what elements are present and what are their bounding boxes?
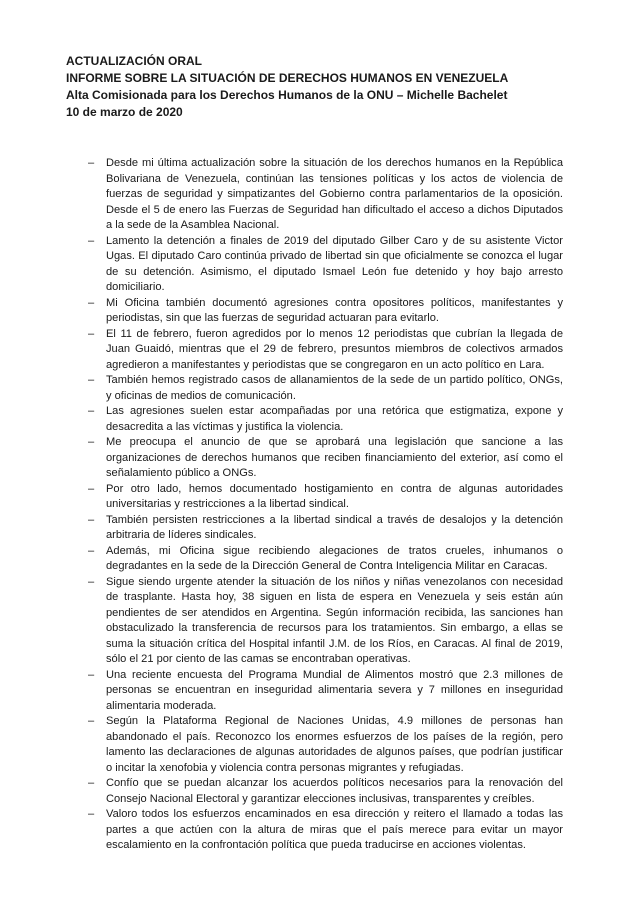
document-header	[66, 53, 566, 121]
list-item-text: Las agresiones suelen estar acompañadas por una retórica que estigmatiza, expone y desacredita a las víctimas y justifica la violencia.	[106, 405, 563, 433]
dash-bullet-icon: –	[88, 513, 95, 526]
list-item-text: Confío que se puedan alcanzar los acuerdos políticos necesarios para la renovación del Consejo Nacional Electoral y garantizar elecciones inclusivas, transparentes y creíbles.	[106, 777, 563, 805]
list-item-text: Una reciente encuesta del Programa Mundial de Alimentos mostró que 2.3 millones de personas se encuentran en inseguridad alimentaria severa y 7 millones en inseguridad alimentaria moderada.	[106, 668, 563, 712]
statement-list	[88, 156, 563, 854]
list-item	[88, 575, 563, 668]
dash-bullet-icon: –	[88, 575, 95, 588]
list-item-text: También persisten restricciones a la libertad sindical a través de desalojos y la detención arbitraria de líderes sindicales.	[106, 513, 563, 541]
document-date: 10 de marzo de 2020	[66, 105, 183, 119]
dash-bullet-icon: –	[88, 405, 95, 417]
list-item	[88, 156, 563, 234]
dash-bullet-icon: –	[88, 296, 95, 309]
list-item	[88, 435, 563, 482]
list-item	[88, 807, 563, 854]
list-item-text: Además, mi Oficina sigue recibiendo alegaciones de tratos crueles, inhumanos o degradantes en la sede de la Dirección General de Contra Inteligencia Militar en Caracas.	[106, 544, 563, 572]
dash-bullet-icon: –	[88, 482, 95, 495]
dash-bullet-icon: –	[88, 327, 95, 340]
list-item	[88, 404, 563, 435]
list-item	[88, 544, 563, 575]
list-item	[88, 482, 563, 513]
list-item	[88, 668, 563, 715]
dash-bullet-icon: –	[88, 715, 95, 727]
list-item-text: Valoro todos los esfuerzos encaminados en esa dirección y reitero el llamado a todas las partes a que actúen con la altura de miras que el país merece para evitar un mayor escalamiento en la confrontación política que pueda traducirse en acciones violentas.	[106, 808, 563, 851]
list-item-text: Mi Oficina también documentó agresiones contra opositores políticos, manifestantes y periodistas, sin que las fuerzas de seguridad actuaran para evitarlo.	[106, 296, 563, 324]
list-item-text: El 11 de febrero, fueron agredidos por lo menos 12 periodistas que cubrían la llegada de Juan Guaidó, mientras que el 29 de febrero, presuntos miembros de colectivos armados agredieron a manifestantes y periodistas que se congregaron en un acto político en Lara.	[106, 327, 563, 371]
list-item-text: Desde mi última actualización sobre la situación de los derechos humanos en la República Bolivariana de Venezuela, continúan las tensiones políticas y los actos de violencia de fuerzas de seguridad y simpatizantes del Gobierno contra parlamentarios de la oposición. Desde el 5 de enero las Fuerzas de Seguridad han dificultado el acceso a dichos Diputados a la sede de la Asamblea Nacional.	[106, 157, 563, 231]
dash-bullet-icon: –	[88, 544, 95, 557]
list-item-text: Según la Plataforma Regional de Naciones Unidas, 4.9 millones de personas han abandonado el país. Reconozco los enormes esfuerzos de los países de la región, pero lamento las declaraciones de algunas autoridades de algunos países, que podrían justificar o incitar la xenofobia y violencia contra personas migrantes y refugiadas.	[106, 715, 563, 774]
list-item	[88, 776, 563, 807]
list-item	[88, 296, 563, 327]
list-item-text: Por otro lado, hemos documentado hostigamiento en contra de algunas autoridades universitarias y restricciones a la libertad sindical.	[106, 482, 563, 510]
dash-bullet-icon: –	[88, 374, 95, 386]
list-item-text: También hemos registrado casos de allanamientos de la sede de un partido político, ONGs, y oficinas de medios de comunicación.	[106, 374, 563, 402]
dash-bullet-icon: –	[88, 777, 95, 789]
list-item-text: Sigue siendo urgente atender la situación de los niños y niñas venezolanos con necesidad de trasplante. Hasta hoy, 38 siguen en lista de espera en Venezuela y seis están aún pendientes de ser atendidos en Argentina. Según información recibida, las sanciones han obstaculizado la transferencia de recursos para los tratamientos. Sin embargo, a ellas se suma la situación crítica del Hospital infantil J.M. de los Ríos, en Caracas. Al final de 2019, sólo el 21 por ciento de las camas se encontraban operativas.	[106, 575, 563, 665]
list-item	[88, 327, 563, 374]
dash-bullet-icon: –	[88, 234, 95, 247]
list-item	[88, 234, 563, 296]
list-item-text: Lamento la detención a finales de 2019 del diputado Gilber Caro y de su asistente Victor Ugas. El diputado Caro continúa privado de libertad sin que oficialmente se conozca el lugar de su detención. Asimismo, el diputado Ismael León fue detenido y hoy bajo arresto domiciliario.	[106, 234, 563, 293]
report-title: INFORME SOBRE LA SITUACIÓN DE DERECHOS HUMANOS EN VENEZUELA	[66, 71, 509, 85]
list-item	[88, 373, 563, 404]
dash-bullet-icon: –	[88, 668, 95, 681]
list-item	[88, 714, 563, 776]
dash-bullet-icon: –	[88, 808, 95, 820]
list-item-text: Me preocupa el anuncio de que se aprobará una legislación que sancione a las organizaciones de derechos humanos que reciben financiamiento del exterior, así como el señalamiento público a ONGs.	[106, 436, 563, 479]
list-item	[88, 513, 563, 544]
dash-bullet-icon: –	[88, 436, 95, 448]
author-line: Alta Comisionada para los Derechos Humanos de la ONU – Michelle Bachelet	[66, 88, 508, 102]
dash-bullet-icon: –	[88, 157, 95, 169]
header-title: ACTUALIZACIÓN ORAL	[66, 54, 202, 68]
